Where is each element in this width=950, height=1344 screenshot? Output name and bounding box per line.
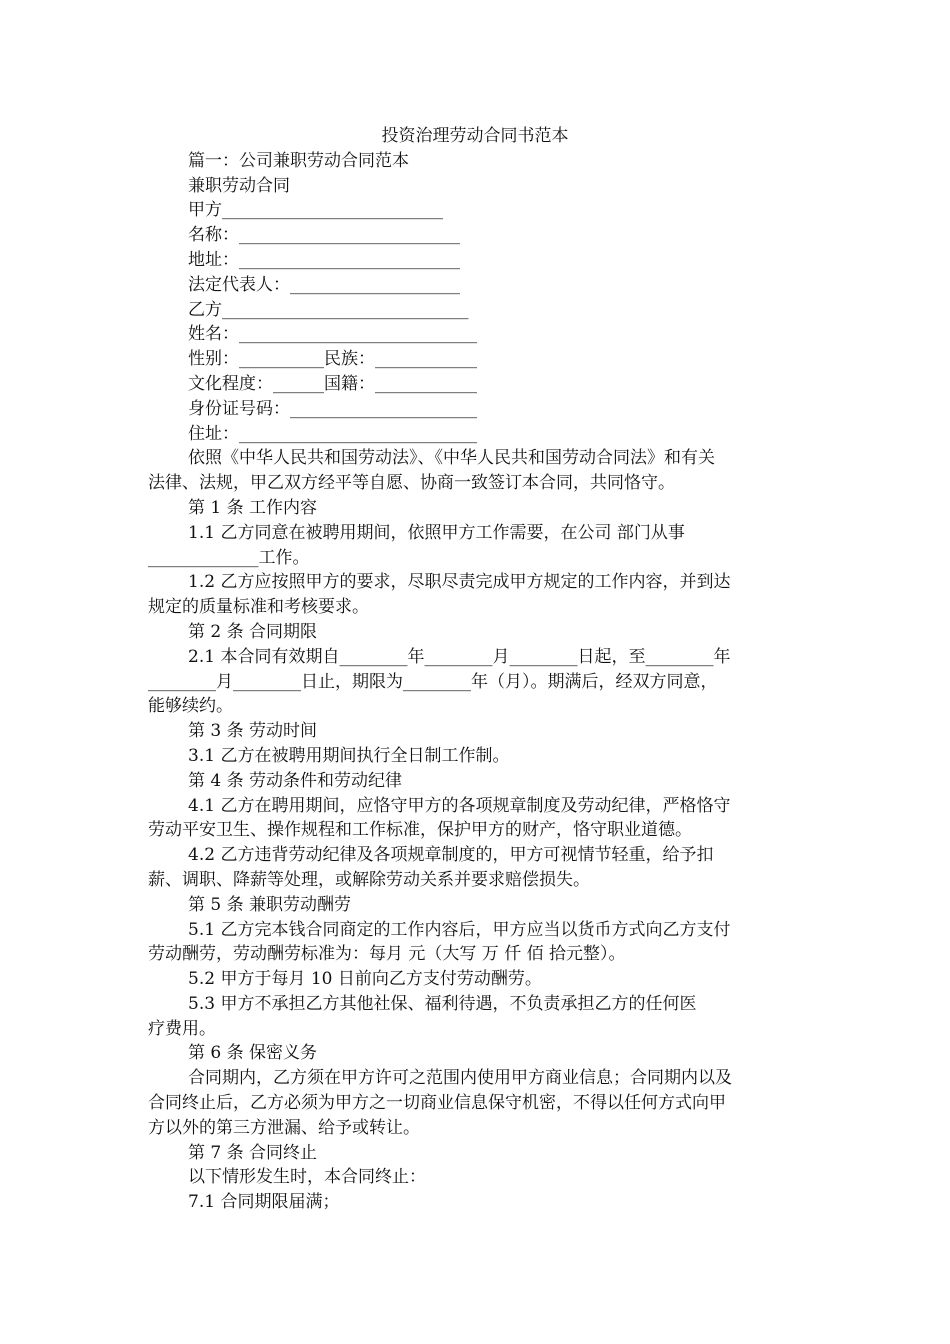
document-line: 7.1 合同期限届满；	[188, 1192, 340, 1213]
document-line: 兼职劳动合同	[188, 175, 290, 196]
document-title: 投资治理劳动合同书范本	[381, 126, 569, 146]
document-line: 1.2 乙方应按照甲方的要求，尽职尽责完成甲方规定的工作内容，并到达	[188, 572, 731, 593]
document-line: 地址：__________________________	[188, 249, 460, 270]
document-line: 第 2 条 合同期限	[188, 621, 318, 642]
document-line: 依照《中华人民共和国劳动法》、《中华人民共和国劳动合同法》和有关	[188, 448, 715, 469]
document-line: 以下情形发生时，本合同终止：	[188, 1167, 426, 1188]
document-line: 薪、调职、降薪等处理，或解除劳动关系并要求赔偿损失。	[148, 869, 590, 890]
document-line: 性别：__________民族：____________	[188, 349, 477, 370]
document-line: 第 3 条 劳动时间	[188, 721, 318, 742]
document-line: 5.1 乙方完本钱合同商定的工作内容后，甲方应当以货币方式向乙方支付	[188, 919, 731, 940]
document-line: 名称：__________________________	[188, 225, 460, 246]
document-line: 4.1 乙方在聘用期间，应恪守甲方的各项规章制度及劳动纪律，严格恪守	[188, 795, 731, 816]
document-line: 4.2 乙方违背劳动纪律及各项规章制度的，甲方可视情节轻重，给予扣	[188, 845, 714, 866]
document-line: 合同终止后，乙方必须为甲方之一切商业信息保守机密，不得以任何方式向甲	[148, 1093, 726, 1114]
document-body	[148, 149, 808, 1215]
document-line: 法定代表人：____________________	[188, 274, 460, 295]
document-line: 疗费用。	[148, 1018, 216, 1039]
document-line: 姓名：____________________________	[188, 324, 477, 345]
document-line: 第 7 条 合同终止	[188, 1142, 318, 1163]
document-line: 规定的质量标准和考核要求。	[148, 597, 369, 618]
document-line: 住址：____________________________	[188, 423, 477, 444]
document-line: 5.3 甲方不承担乙方其他社保、福利待遇，不负责承担乙方的任何医	[188, 993, 697, 1014]
document-line: ________月________日止，期限为________年（月）。期满后，经双方同意，	[148, 671, 718, 692]
document-line: 甲方__________________________	[188, 200, 443, 221]
document-line: 文化程度：______国籍：____________	[188, 373, 477, 394]
document-line: 身份证号码：______________________	[188, 398, 477, 419]
document-line: 劳动酬劳，劳动酬劳标准为：每月 元（大写 万 仟 佰 拾元整）。	[148, 944, 626, 965]
document-line: 第 4 条 劳动条件和劳动纪律	[188, 770, 403, 791]
document-line: _____________工作。	[148, 547, 310, 568]
document-line: 乙方_____________________________	[188, 299, 469, 320]
document-line: 劳动平安卫生、操作规程和工作标准，保护甲方的财产，恪守职业道德。	[148, 820, 692, 841]
document-line: 3.1 乙方在被聘用期间执行全日制工作制。	[188, 745, 510, 766]
document-line: 第 1 条 工作内容	[188, 497, 318, 518]
document-line: 法律、法规，甲乙双方经平等自愿、协商一致签订本合同，共同恪守。	[148, 473, 675, 494]
document-line: 第 6 条 保密义务	[188, 1043, 318, 1064]
document-line: 方以外的第三方泄漏、给予或转让。	[148, 1117, 420, 1138]
document-line: 第 5 条 兼职劳动酬劳	[188, 894, 352, 915]
document-line: 2.1 本合同有效期自________年________月________日起，至________年	[188, 646, 731, 667]
document-line: 篇一：公司兼职劳动合同范本	[188, 150, 409, 171]
document-line: 5.2 甲方于每月 10 日前向乙方支付劳动酬劳。	[188, 969, 542, 990]
document-line: 1.1 乙方同意在被聘用期间，依照甲方工作需要，在公司 部门从事	[188, 522, 685, 543]
document-line: 合同期内，乙方须在甲方许可之范围内使用甲方商业信息；合同期内以及	[188, 1068, 732, 1089]
document-line: 能够续约。	[148, 696, 233, 717]
